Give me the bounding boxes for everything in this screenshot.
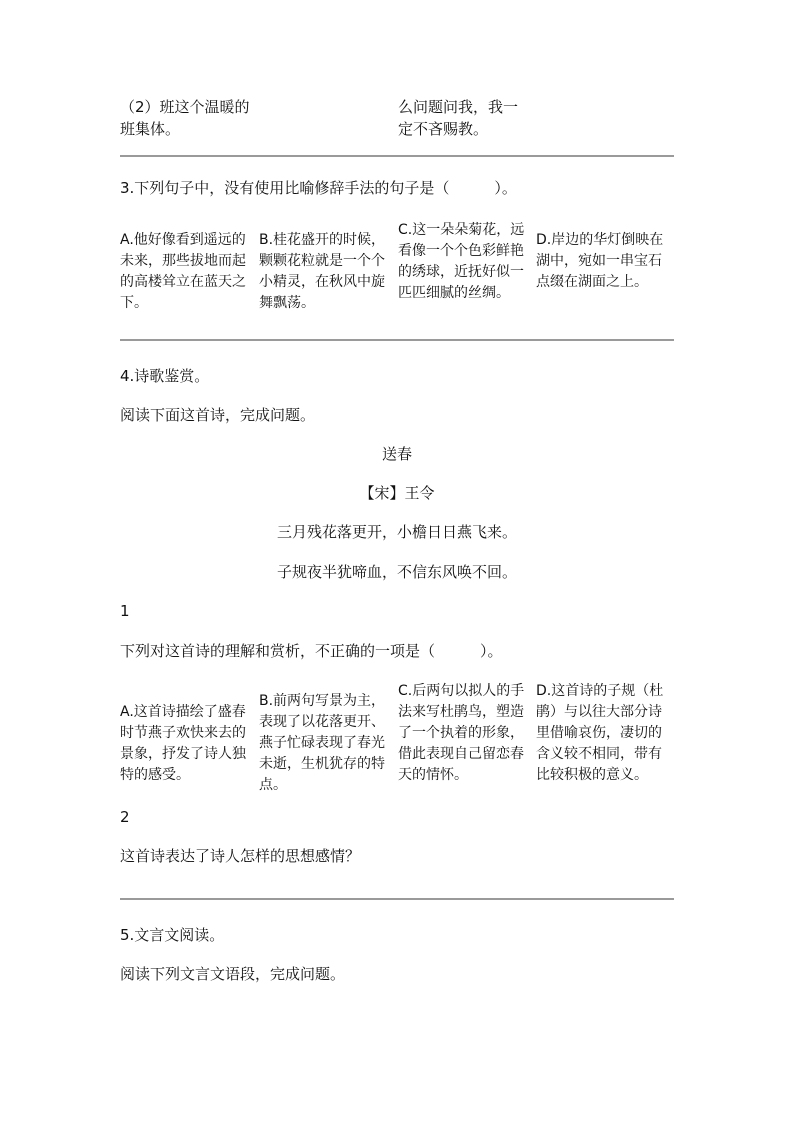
q4-sub1-stem: 下列对这首诗的理解和赏析，不正确的一项是（ ）。 [120, 642, 503, 660]
q4-stem: 4.诗歌鉴赏。 [120, 367, 210, 385]
q4-sub1-option-b: B.前两句写景为主，表现了以花落更开、燕子忙碌表现了春光未逝，生机犹存的特点。 [259, 693, 386, 793]
document-page [120, 0, 674, 1123]
section-divider-2 [120, 339, 674, 341]
q3-stem: 3.下列句子中，没有使用比喻修辞手法的句子是（ ）。 [120, 179, 517, 197]
q4-sub2-stem: 这首诗表达了诗人怎样的思想感情？ [120, 847, 361, 865]
q3-option-d: D.岸边的华灯倒映在湖中，宛如一串宝石点缀在湖面之上。 [536, 232, 664, 290]
q4-sub1-option-a: A.这首诗描绘了盛春时节燕子欢快来去的景象，抒发了诗人独特的感受。 [120, 704, 246, 783]
top-fragment-left-line2: 班集体。 [120, 120, 181, 138]
poem-line-1: 三月残花落更开，小檐日日燕飞来。 [276, 523, 517, 541]
q4-sub1-number: 1 [120, 602, 130, 620]
q5-instruction: 阅读下列文言文语段，完成问题。 [120, 965, 346, 983]
top-fragment-right-line2: 定不吝赐教。 [398, 120, 489, 138]
section-divider-1 [120, 155, 674, 157]
q3-option-b: B.桂花盛开的时候，颗颗花粒就是一个个小精灵，在秋风中旋舞飘荡。 [259, 232, 386, 311]
poem-author: 【宋】王令 [359, 484, 435, 502]
poem-line-2: 子规夜半犹啼血，不信东风唤不回。 [276, 563, 517, 581]
q5-stem: 5.文言文阅读。 [120, 926, 225, 944]
section-divider-3 [120, 898, 674, 900]
q4-sub2-number: 2 [120, 808, 130, 826]
top-fragment-left-line1: （2）班这个温暖的 [120, 98, 250, 116]
top-fragment-right-line1: 么问题问我，我一 [398, 98, 519, 116]
poem-title: 送春 [381, 445, 412, 463]
q4-sub1-option-c: C.后两句以拟人的手法来写杜鹃鸟，塑造了一个执着的形象，借此表现自己留恋春天的情怀。 [398, 683, 525, 783]
q3-option-a: A.他好像看到遥远的未来，那些拔地而起的高楼耸立在蓝天之下。 [120, 232, 246, 311]
q4-sub1-option-d: D.这首诗的子规（杜鹃）与以往大部分诗里借喻哀伤，凄切的含义较不相同，带有比较积极的意义。 [536, 683, 664, 783]
q4-instruction: 阅读下面这首诗，完成问题。 [120, 406, 316, 424]
q3-option-c: C.这一朵朵菊花，远看像一个个色彩鲜艳的绣球，近抚好似一匹匹细腻的丝绸。 [398, 222, 525, 301]
